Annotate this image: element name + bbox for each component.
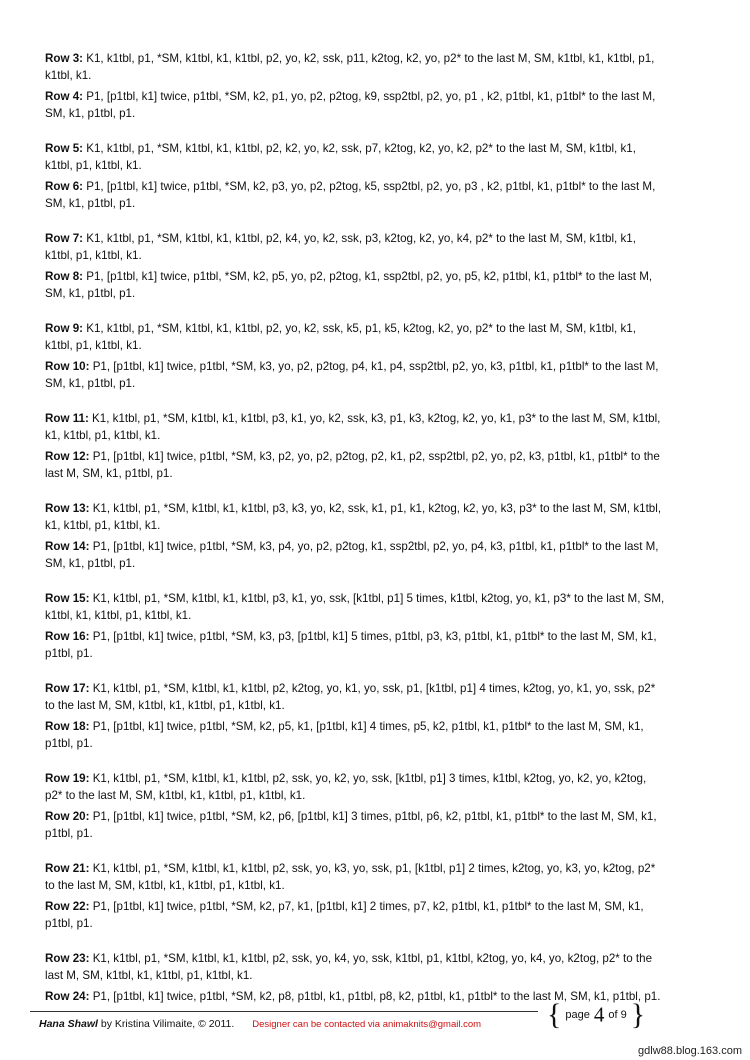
pattern-row	[45, 50, 665, 84]
pattern-row	[45, 230, 665, 264]
row-label: Row 11:	[45, 412, 89, 425]
row-label: Row 6:	[45, 180, 84, 193]
row-instructions: K1, k1tbl, p1, *SM, k1tbl, k1, k1tbl, p2, yo, k2, ssk, p11, k2tog, k2, yo, p2* to the last M, SM, k1tbl, k1, k1tbl, p1, k1tbl, k1.	[45, 52, 655, 82]
row-instructions: K1, k1tbl, p1, *SM, k1tbl, k1, k1tbl, p2, ssk, yo, k4, yo, ssk, k1tbl, p1, k1tbl, k2tog, yo, k4, yo, k2tog, p2* to the last M, SM, k1tbl, k1, k1tbl, p1, k1tbl, k1.	[45, 952, 653, 982]
row-instructions: P1, [p1tbl, k1] twice, p1tbl, *SM, k2, p7, k1, [p1tbl, k1] 2 times, p7, k2, p1tbl, k1, p1tbl* to the last M, SM, k1, p1tbl, p1.	[45, 900, 644, 930]
row-label: Row 14:	[45, 540, 90, 553]
row-label: Row 19:	[45, 772, 90, 785]
row-instructions: K1, k1tbl, p1, *SM, k1tbl, k1, k1tbl, p2, k2, yo, k2, ssk, p7, k2tog, k2, yo, k2, p2* to the last M, SM, k1tbl, k1, k1tbl, p1, k1tbl, k1.	[45, 142, 636, 172]
row-label: Row 16:	[45, 630, 90, 643]
row-pair	[45, 590, 665, 662]
pattern-row	[45, 410, 665, 444]
row-pair	[45, 950, 665, 1005]
pattern-row	[45, 88, 665, 122]
footer-divider	[30, 1011, 538, 1012]
row-label: Row 12:	[45, 450, 90, 463]
row-instructions: P1, [p1tbl, k1] twice, p1tbl, *SM, k3, yo, p2, p2tog, p4, k1, p4, ssp2tbl, p2, yo, k3, p1tbl, k1, p1tbl* to the last M, SM, k1, p1tbl, p1.	[45, 360, 659, 390]
pattern-row	[45, 320, 665, 354]
row-label: Row 9:	[45, 322, 84, 335]
row-instructions: P1, [p1tbl, k1] twice, p1tbl, *SM, k2, p5, k1, [p1tbl, k1] 4 times, p5, k2, p1tbl, k1, p1tbl* to the last M, SM, k1, p1tbl, p1.	[45, 720, 644, 750]
pattern-row	[45, 448, 665, 482]
brace-close: }	[630, 998, 646, 1031]
row-instructions: P1, [p1tbl, k1] twice, p1tbl, *SM, k2, p1, yo, p2, p2tog, k9, ssp2tbl, p2, yo, p1 , k2, p1tbl, k1, p1tbl* to the last M, SM, k1, p1tbl, p1.	[45, 90, 656, 120]
author-credit: by Kristina Vilimaite, © 2011.	[97, 1018, 235, 1030]
pattern-row	[45, 500, 665, 534]
footer-credit	[39, 1018, 481, 1030]
row-pair	[45, 320, 665, 392]
row-instructions: P1, [p1tbl, k1] twice, p1tbl, *SM, k3, p3, [p1tbl, k1] 5 times, p1tbl, p3, k3, p1tbl, k1, p1tbl* to the last M, SM, k1, p1tbl, p1.	[45, 630, 657, 660]
pattern-row	[45, 628, 665, 662]
page-word: page	[565, 1009, 590, 1021]
row-label: Row 17:	[45, 682, 90, 695]
pattern-row	[45, 860, 665, 894]
row-instructions: K1, k1tbl, p1, *SM, k1tbl, k1, k1tbl, p3, k1, yo, k2, ssk, k3, p1, k3, k2tog, k2, yo, k1, p3* to the last M, SM, k1tbl, k1, k1tbl, p1, k1tbl, k1.	[45, 412, 661, 442]
row-instructions: P1, [p1tbl, k1] twice, p1tbl, *SM, k3, p4, yo, p2, p2tog, k1, ssp2tbl, p2, yo, p4, k3, p1tbl, k1, p1tbl* to the last M, SM, k1, p1tbl, p1.	[45, 540, 659, 570]
row-label: Row 20:	[45, 810, 90, 823]
pattern-row	[45, 808, 665, 842]
row-instructions: K1, k1tbl, p1, *SM, k1tbl, k1, k1tbl, p3, k3, yo, k2, ssk, k1, p1, k1, k2tog, k2, yo, k3, p3* to the last M, SM, k1tbl, k1, k1tbl, p1, k1tbl, k1.	[45, 502, 662, 532]
row-label: Row 13:	[45, 502, 90, 515]
row-label: Row 5:	[45, 142, 84, 155]
row-label: Row 18:	[45, 720, 90, 733]
row-pair	[45, 860, 665, 932]
row-instructions: P1, [p1tbl, k1] twice, p1tbl, *SM, k2, p6, [p1tbl, k1] 3 times, p1tbl, p6, k2, p1tbl, k1, p1tbl* to the last M, SM, k1, p1tbl, p1.	[45, 810, 657, 840]
pattern-row	[45, 680, 665, 714]
row-instructions: P1, [p1tbl, k1] twice, p1tbl, *SM, k2, p5, yo, p2, p2tog, k1, ssp2tbl, p2, yo, p5, k2, p1tbl, k1, p1tbl* to the last M, SM, k1, p1tbl, p1.	[45, 270, 653, 300]
row-label: Row 4:	[45, 90, 84, 103]
row-label: Row 8:	[45, 270, 84, 283]
pattern-row	[45, 770, 665, 804]
row-pair	[45, 680, 665, 752]
pattern-row	[45, 358, 665, 392]
pattern-title: Hana Shawl	[39, 1018, 98, 1030]
page-indicator	[547, 1000, 645, 1030]
row-instructions: K1, k1tbl, p1, *SM, k1tbl, k1, k1tbl, p2, k2tog, yo, k1, yo, ssk, p1, [k1tbl, p1] 4 times, k2tog, yo, k1, yo, ssk, p2* to the last M, SM, k1tbl, k1, k1tbl, p1, k1tbl, k1.	[45, 682, 656, 712]
row-label: Row 7:	[45, 232, 84, 245]
row-instructions: P1, [p1tbl, k1] twice, p1tbl, *SM, k3, p2, yo, p2, p2tog, p2, k1, p2, ssp2tbl, p2, yo, p2, k3, p1tbl, k1, p1tbl* to the last M, SM, k1, p1tbl, p1.	[45, 450, 660, 480]
row-instructions: K1, k1tbl, p1, *SM, k1tbl, k1, k1tbl, p2, ssk, yo, k3, yo, ssk, p1, [k1tbl, p1] 2 times, k2tog, yo, k3, yo, k2tog, p2* to the last M, SM, k1tbl, k1, k1tbl, p1, k1tbl, k1.	[45, 862, 656, 892]
pattern-row	[45, 140, 665, 174]
pattern-row	[45, 950, 665, 984]
brace-open: {	[547, 998, 562, 1031]
row-label: Row 24:	[45, 990, 90, 1003]
row-pair	[45, 50, 665, 122]
row-pair	[45, 770, 665, 842]
row-pair	[45, 410, 665, 482]
pattern-row	[45, 590, 665, 624]
row-instructions: K1, k1tbl, p1, *SM, k1tbl, k1, k1tbl, p3, k1, yo, ssk, [k1tbl, p1] 5 times, k1tbl, k2tog, yo, k1, p3* to the last M, SM, k1tbl, k1, k1tbl, p1, k1tbl, k1.	[45, 592, 665, 622]
row-pair	[45, 500, 665, 572]
pattern-row	[45, 538, 665, 572]
pattern-row	[45, 178, 665, 212]
pattern-rows	[45, 50, 665, 1023]
row-instructions: K1, k1tbl, p1, *SM, k1tbl, k1, k1tbl, p2, k4, yo, k2, ssk, p3, k2tog, k2, yo, k4, p2* to the last M, SM, k1tbl, k1, k1tbl, p1, k1tbl, k1.	[45, 232, 636, 262]
row-label: Row 22:	[45, 900, 90, 913]
pattern-row	[45, 718, 665, 752]
row-label: Row 23:	[45, 952, 90, 965]
blog-watermark: gdlw88.blog.163.com	[638, 1045, 742, 1057]
page-number: 4	[593, 1002, 605, 1027]
row-label: Row 3:	[45, 52, 84, 65]
row-instructions: K1, k1tbl, p1, *SM, k1tbl, k1, k1tbl, p2, ssk, yo, k2, yo, ssk, [k1tbl, p1] 3 times, k1tbl, k2tog, yo, k2, yo, k2tog, p2* to the last M, SM, k1tbl, k1, k1tbl, p1, k1tbl, k1.	[45, 772, 647, 802]
row-pair	[45, 230, 665, 302]
row-pair	[45, 140, 665, 212]
pattern-row	[45, 268, 665, 302]
row-label: Row 15:	[45, 592, 90, 605]
pattern-row	[45, 898, 665, 932]
row-instructions: P1, [p1tbl, k1] twice, p1tbl, *SM, k2, p8, p1tbl, k1, p1tbl, p8, k2, p1tbl, k1, p1tbl* to the last M, SM, k1, p1tbl, p1.	[92, 990, 661, 1003]
row-label: Row 10:	[45, 360, 90, 373]
page-total: of 9	[608, 1009, 627, 1021]
designer-contact: Designer can be contacted via animaknits@gmail.com	[252, 1019, 482, 1030]
row-instructions: K1, k1tbl, p1, *SM, k1tbl, k1, k1tbl, p2, yo, k2, ssk, k5, p1, k5, k2tog, k2, yo, p2* to the last M, SM, k1tbl, k1, k1tbl, p1, k1tbl, k1.	[45, 322, 636, 352]
row-instructions: P1, [p1tbl, k1] twice, p1tbl, *SM, k2, p3, yo, p2, p2tog, k5, ssp2tbl, p2, yo, p3 , k2, p1tbl, k1, p1tbl* to the last M, SM, k1, p1tbl, p1.	[45, 180, 656, 210]
row-label: Row 21:	[45, 862, 90, 875]
